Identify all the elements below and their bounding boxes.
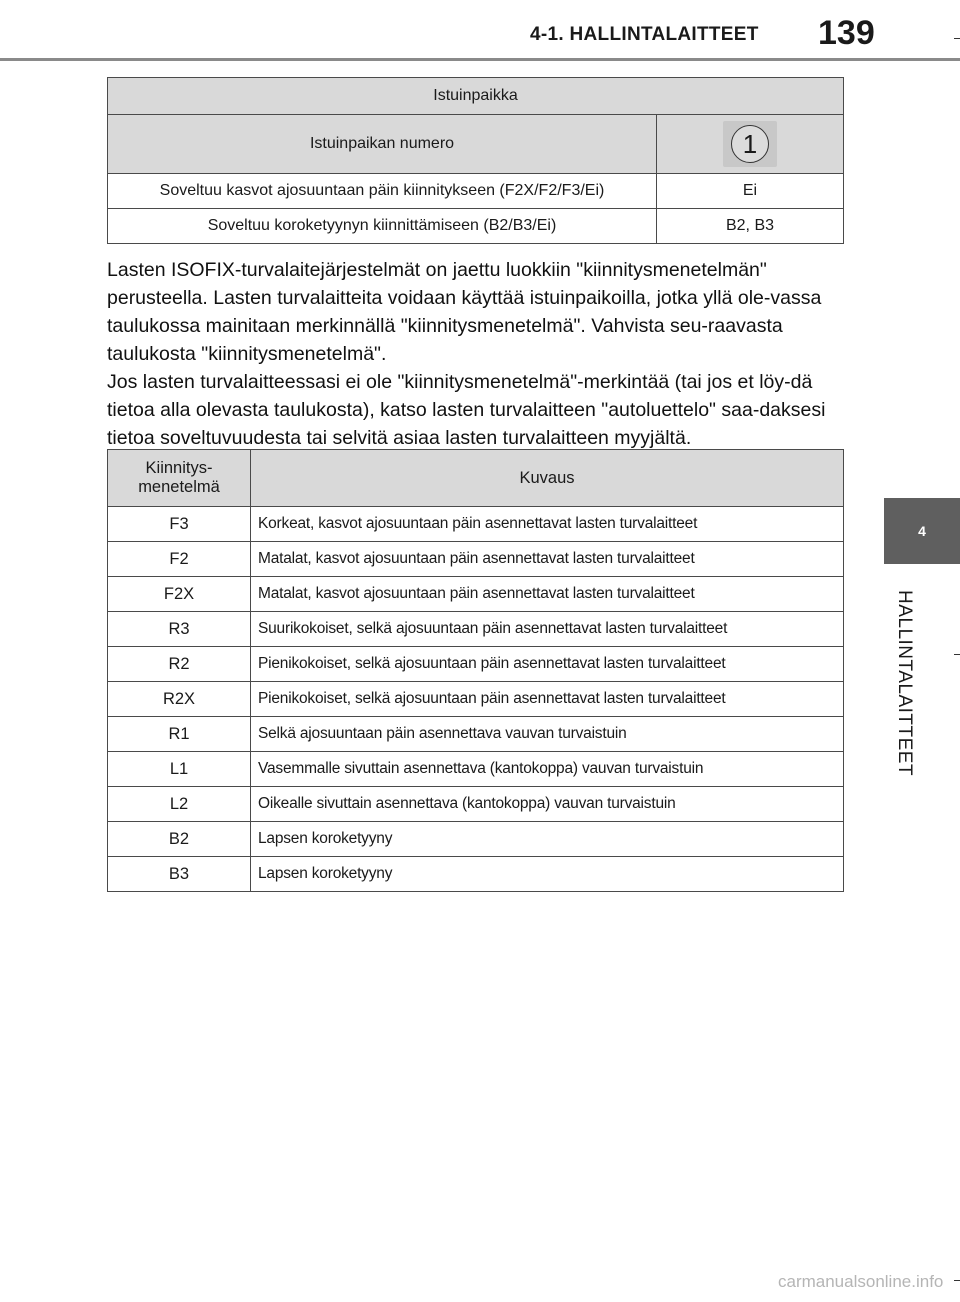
- table-row: [108, 78, 844, 115]
- page-number: 139: [818, 14, 875, 52]
- method-description: Korkeat, kasvot ajosuuntaan päin asennettavat lasten turvalaitteet: [251, 507, 844, 542]
- table-row: [108, 787, 844, 822]
- column-header-line: menetelmä: [138, 478, 220, 496]
- method-code: L1: [108, 752, 251, 787]
- seat-table-header: Istuinpaikka: [108, 78, 844, 115]
- seat-position-table: [107, 77, 844, 244]
- crop-mark: [954, 654, 960, 655]
- table-row: [108, 174, 844, 209]
- method-description: Vasemmalle sivuttain asennettava (kantokoppa) vauvan turvaistuin: [251, 752, 844, 787]
- method-description: Selkä ajosuuntaan päin asennettava vauvan turvaistuin: [251, 717, 844, 752]
- table-row: [108, 577, 844, 612]
- crop-mark: [954, 38, 960, 39]
- table-row: [108, 647, 844, 682]
- table-row: [108, 542, 844, 577]
- method-description: Pienikokoiset, selkä ajosuuntaan päin asennettavat lasten turvalaitteet: [251, 682, 844, 717]
- watermark: carmanualsonline.info: [778, 1272, 944, 1291]
- table-row: [108, 507, 844, 542]
- column-header-description: Kuvaus: [251, 450, 844, 507]
- chapter-tab: 4: [884, 498, 960, 564]
- method-description: Lapsen koroketyyny: [251, 822, 844, 857]
- seat-number-label: Istuinpaikan numero: [108, 115, 657, 174]
- body-text: [107, 256, 847, 452]
- crop-mark: [954, 1280, 960, 1281]
- column-header-method: [108, 450, 251, 507]
- table-header-row: [108, 450, 844, 507]
- attachment-method-table: [107, 449, 844, 892]
- method-description: Lapsen koroketyyny: [251, 857, 844, 892]
- method-description: Matalat, kasvot ajosuuntaan päin asennettavat lasten turvalaitteet: [251, 577, 844, 612]
- method-code: R3: [108, 612, 251, 647]
- column-header-line: Kiinnitys-: [145, 459, 213, 477]
- table-row: [108, 115, 844, 174]
- table-row: [108, 682, 844, 717]
- method-description: Suurikokoiset, selkä ajosuuntaan päin asennettavat lasten turvalaitteet: [251, 612, 844, 647]
- table-row: [108, 717, 844, 752]
- method-code: B2: [108, 822, 251, 857]
- table-row: [108, 209, 844, 244]
- table-row: [108, 612, 844, 647]
- method-code: F2: [108, 542, 251, 577]
- method-code: L2: [108, 787, 251, 822]
- chapter-label: HALLINTALAITTEET: [894, 590, 915, 777]
- method-description: Matalat, kasvot ajosuuntaan päin asennettavat lasten turvalaitteet: [251, 542, 844, 577]
- method-code: R2X: [108, 682, 251, 717]
- table-cell-label: Soveltuu koroketyynyn kiinnittämiseen (B2/B3/Ei): [108, 209, 657, 244]
- table-row: [108, 857, 844, 892]
- seat-number-cell: [657, 115, 844, 174]
- paragraph: Lasten ISOFIX-turvalaitejärjestelmät on jaettu luokkiin "kiinnitysmenetelmän" perusteella. Lasten turvalaitteita voidaan käyttää istuinpaikoilla, jotka yllä ole-vassa taulukossa mainitaan merkinnällä "kiinnitysmenetelmä". Vahvista seu-raavasta taulukosta "kiinnitysmenetelmä".: [107, 259, 822, 365]
- method-code: F3: [108, 507, 251, 542]
- method-code: R1: [108, 717, 251, 752]
- header-rule: [0, 58, 960, 61]
- seat-number-badge: [723, 121, 777, 167]
- table-cell-value: Ei: [657, 174, 844, 209]
- table-cell-label: Soveltuu kasvot ajosuuntaan päin kiinnitykseen (F2X/F2/F3/Ei): [108, 174, 657, 209]
- method-code: R2: [108, 647, 251, 682]
- table-row: [108, 822, 844, 857]
- method-code: B3: [108, 857, 251, 892]
- section-title: 4-1. HALLINTALAITTEET: [530, 24, 759, 45]
- seat-number-value: 1: [731, 125, 769, 163]
- method-code: F2X: [108, 577, 251, 612]
- table-row: [108, 752, 844, 787]
- table-cell-value: B2, B3: [657, 209, 844, 244]
- method-description: Oikealle sivuttain asennettava (kantokoppa) vauvan turvaistuin: [251, 787, 844, 822]
- paragraph: Jos lasten turvalaitteessasi ei ole "kiinnitysmenetelmä"-merkintää (tai jos et löy-dä tietoa alla olevasta taulukosta), katso lasten turvalaitteen "autoluettelo" saa-daksesi tietoa soveltuvuudesta tai selvitä asiaa lasten turvalaitteen myyjältä.: [107, 371, 826, 449]
- method-description: Pienikokoiset, selkä ajosuuntaan päin asennettavat lasten turvalaitteet: [251, 647, 844, 682]
